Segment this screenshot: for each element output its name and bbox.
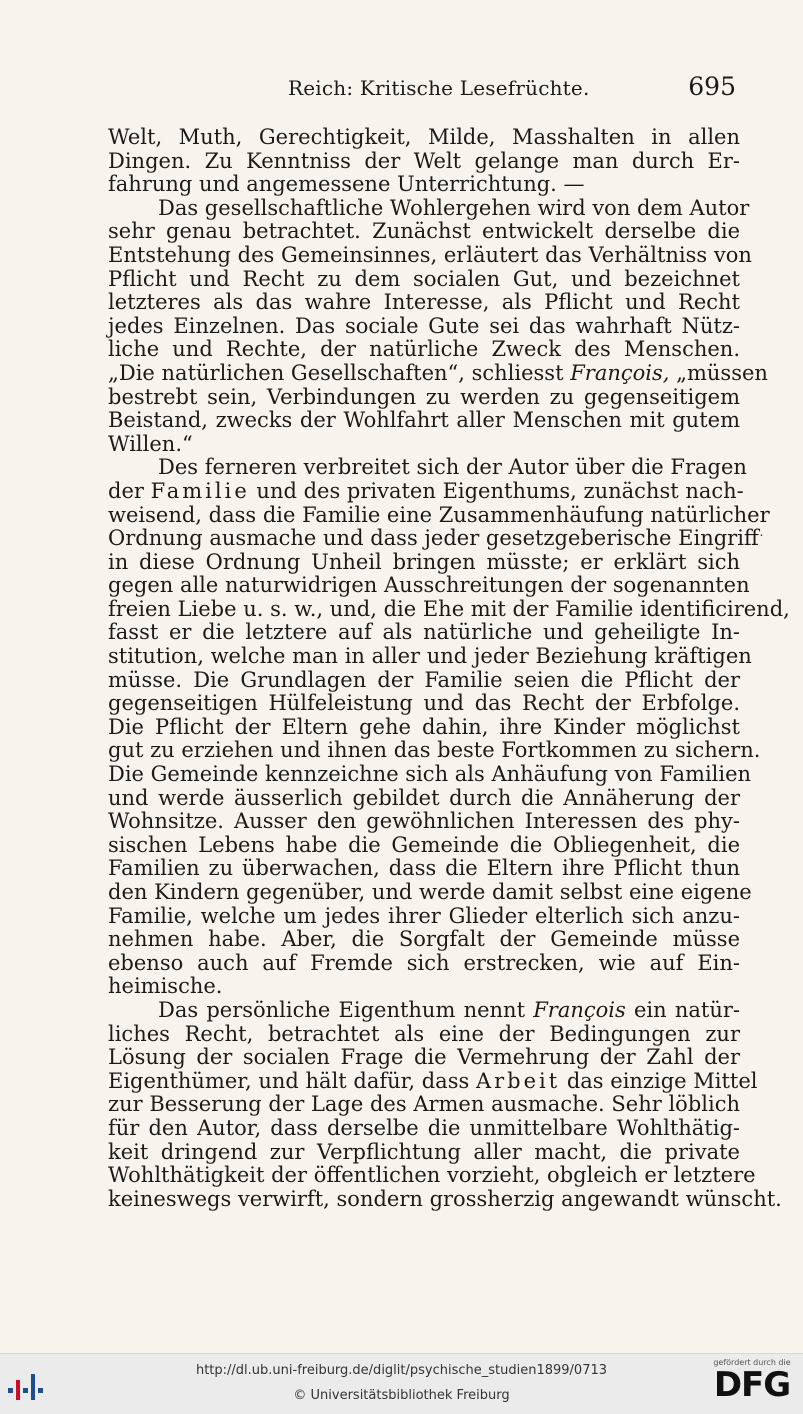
paragraph-4 <box>108 997 782 1211</box>
quote-cont: „müssen <box>669 360 768 385</box>
text-line: für den Autor, dass derselbe die unmittelbare Wohlthätig- <box>108 1115 740 1140</box>
running-head <box>108 72 740 104</box>
text-line: Wohnsitze. Ausser den gewöhnlichen Interessen des phy- <box>108 809 740 834</box>
text-line: fasst er die letztere auf als natürliche und geheiligte In- <box>108 620 740 645</box>
text-line: Familien zu überwachen, dass die Eltern ihre Pflicht thun <box>108 856 740 881</box>
text-line: fahrung und angemessene Unterrichtung. — <box>108 172 585 197</box>
quote-start: „Die natürlichen Gesellschaften“, schliesst <box>108 360 571 385</box>
text-line: keineswegs verwirft, sondern grossherzig angewandt wünscht. <box>108 1186 782 1211</box>
text-line <box>108 478 744 504</box>
text-line: Des ferneren verbreitet sich der Autor über die Fragen <box>158 455 747 480</box>
running-title: Reich: Kritische Lesefrüchte. <box>288 76 590 100</box>
text-fragment: und des privaten Eigenthums, zunächst nach- <box>249 478 744 503</box>
body-text <box>108 125 790 1211</box>
text-line: sehr genau betrachtet. Zunächst entwickelt derselbe die <box>108 219 740 244</box>
text-line: letzteres als das wahre Interesse, als Pflicht und Recht <box>108 290 740 315</box>
text-line: nehmen habe. Aber, die Sorgfalt der Gemeinde müsse <box>108 927 740 952</box>
spaced-word: Familie <box>150 478 250 503</box>
text-fragment: Eigenthümer, und hält dafür, dass <box>108 1068 476 1093</box>
text-line: Willen.“ <box>108 431 193 456</box>
text-line: Lösung der socialen Frage die Vermehrung der Zahl der <box>108 1045 740 1070</box>
dfg-wordmark: DFG <box>713 1365 791 1405</box>
paragraph-2 <box>108 195 768 457</box>
text-line: gegenseitigen Hülfeleistung und das Recht der Erbfolge. <box>108 691 740 716</box>
paragraph-1 <box>108 126 740 197</box>
text-line: liches Recht, betrachtet als eine der Bedingungen zur <box>108 1021 740 1046</box>
text-line: den Kindern gegenüber, und werde damit selbst eine eigene <box>108 880 752 904</box>
text-line: keit dringend zur Verpflichtung aller macht, die private <box>108 1139 740 1164</box>
text-line <box>108 360 768 386</box>
text-line: Die Pflicht der Eltern gehe dahin, ihre Kinder möglichst <box>108 714 740 739</box>
text-line: Die Gemeinde kennzeichne sich als Anhäufung von Familien <box>108 762 752 787</box>
text-fragment: ein natür- <box>625 997 740 1022</box>
text-line: Ordnung ausmache und dass jeder gesetzgeberische Eingriff <box>108 526 759 551</box>
text-line: freien Liebe u. s. w., und, die Ehe mit der Familie identificirend, <box>108 596 790 621</box>
text-line: Beistand, zwecks der Wohlfahrt aller Menschen mit gutem <box>108 408 740 433</box>
margin-mark: ˙ <box>758 533 765 549</box>
text-line: weisend, dass die Familie eine Zusammenhäufung natürlicher <box>108 502 770 527</box>
dfg-logo[interactable] <box>709 1358 795 1410</box>
text-line: sischen Lebens habe die Gemeinde die Obliegenheit, die <box>108 832 740 857</box>
text-line <box>108 1068 758 1094</box>
author-name: François, <box>570 360 670 385</box>
text-line: und werde äusserlich gebildet durch die Annäherung der <box>108 785 740 810</box>
spaced-word: Arbeit <box>475 1068 561 1093</box>
text-line: in diese Ordnung Unheil bringen müsste; er erklärt sich <box>108 549 740 574</box>
text-line: Pflicht und Recht zu dem socialen Gut, und bezeichnet <box>108 266 740 291</box>
text-line: Familie, welche um jedes ihrer Glieder elterlich sich anzu- <box>108 903 740 928</box>
text-line: Das gesellschaftliche Wohlergehen wird von dem Autor <box>158 195 750 220</box>
text-line <box>108 999 740 1023</box>
text-line: zur Besserung der Lage des Armen ausmache. Sehr löblich <box>108 1092 740 1117</box>
text-fragment: Das persönliche Eigenthum nennt <box>158 997 534 1022</box>
text-line: gut zu erziehen und ihnen das beste Fortkommen zu sichern. <box>108 738 761 763</box>
text-line: Entstehung des Gemeinsinnes, erläutert das Verhältniss von <box>108 242 752 267</box>
text-line: Welt, Muth, Gerechtigkeit, Milde, Masshalten in allen <box>108 125 740 149</box>
text-line: liche und Rechte, der natürliche Zweck des Menschen. <box>108 337 740 362</box>
author-name: François <box>533 997 626 1022</box>
text-line: heimische. <box>108 974 223 999</box>
paragraph-3 <box>108 455 790 999</box>
text-line: jedes Einzelnen. Das sociale Gute sei das wahrhaft Nütz- <box>108 313 740 338</box>
text-line: ebenso auch auf Fremde sich erstrecken, wie auf Ein- <box>108 950 740 975</box>
page-number: 695 <box>688 72 736 101</box>
permalink[interactable]: http://dl.ub.uni-freiburg.de/diglit/psychische_studien1899/0713 <box>195 1363 608 1378</box>
text-line: Wohlthätigkeit der öffentlichen vorzieht, obgleich er letztere <box>108 1163 756 1188</box>
dfg-caption: gefördert durch die <box>713 1358 791 1367</box>
text-fragment: das einzige Mittel <box>560 1068 758 1093</box>
copyright: © Universitätsbibliothek Freiburg <box>293 1388 510 1403</box>
text-line: gegen alle naturwidrigen Ausschreitungen der sogenannten <box>108 573 750 598</box>
text-line: müsse. Die Grundlagen der Familie seien die Pflicht der <box>108 667 740 692</box>
footer-bar <box>0 1353 803 1414</box>
text-fragment: der <box>108 478 151 503</box>
text-line: bestrebt sein, Verbindungen zu werden zu gegenseitigem <box>108 384 740 409</box>
text-line: Dingen. Zu Kenntniss der Welt gelange man durch Er- <box>108 148 740 173</box>
text-line: stitution, welche man in aller und jeder Beziehung kräftigen <box>108 644 752 669</box>
